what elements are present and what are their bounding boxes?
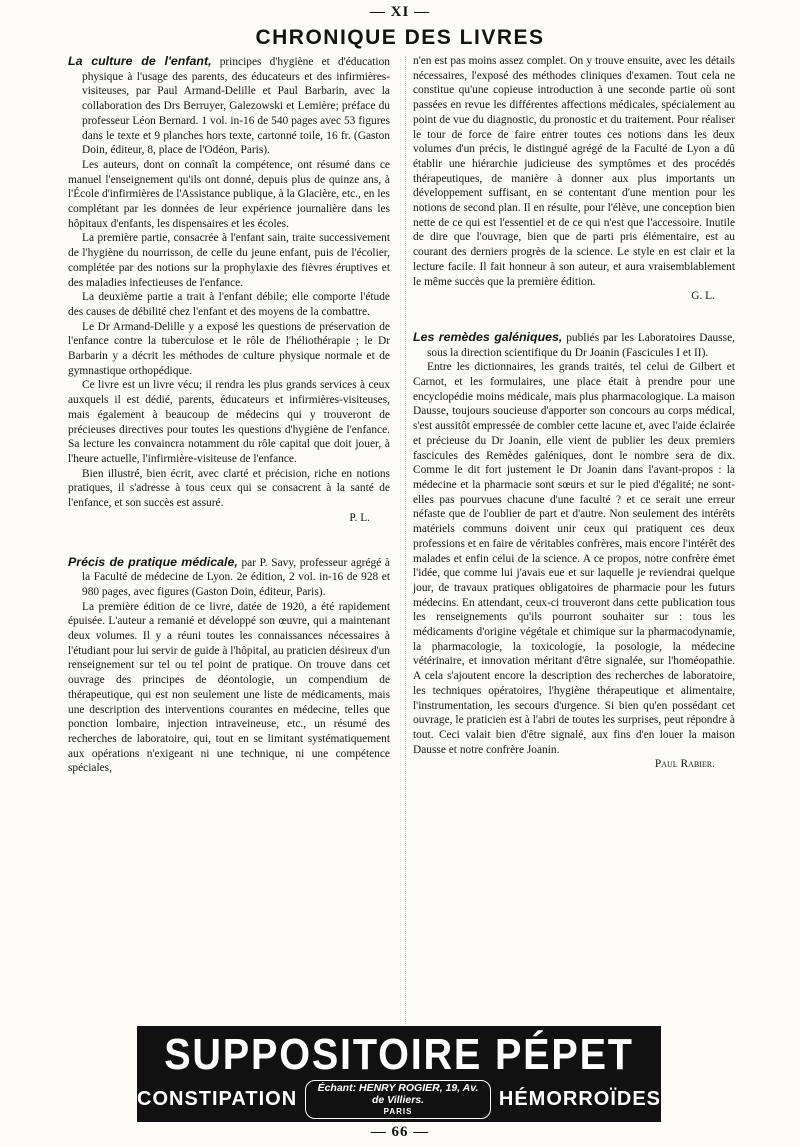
review-2-continuation: n'en est pas moins assez complet. On y trouve ensuite, avec les détails nécessaires, l'exposé des méthodes cliniques d'examen. Tout cela ne constitue qu'une copieuse introduction à une seconde partie où sont passées en revue les différentes affections médicales, spécialement au point de vue du diagnostic, du pronostic et du traitement. Pour réaliser le tour de force de faire entrer toutes ces notions dans les deux volumes d'un précis, le distingué agrégé de la Faculté de Lyon a dû établir une hiérarchie judicieuse des symptômes et des procédés thérapeutiques, de manière à donner aux plus importants un développement suffisant, en se contentant d'une mention pour les notions de second plan. Il en résulte, pour l'élève, une conception bien nette de ce qui est l'essentiel et de ce qui n'est que l'accessoire. Inutile de dire que l'ouvrage, bien que de parti pris élémentaire, est au courant des derniers progrès de la science. Le style en est clair et la lecture facile. Il fait honneur à son auteur, et aura vraisemblablement le même succès que la première édition. (413, 55, 735, 288)
review-2-details: par P. Savy, professeur agrégé à la Faculté de médecine de Lyon. 2e édition, 2 vol. in-16 de 928 et 980 pages, avec figures (Gaston Doin, éditeur, Paris). (82, 556, 390, 598)
review-3-signature: Paul Rabier. (654, 758, 715, 771)
review-1-paragraph: Le Dr Armand-Delille y a exposé les questions de préservation de l'enfance contre la tuberculose et le rôle de l'héliothérapie ; le Dr Barbarin y a décrit les méthodes de culture physique normale et de gymnastique orthopédique. (68, 320, 390, 377)
review-1-title: La culture de l'enfant, (68, 54, 212, 68)
review-3-heading (413, 330, 735, 360)
section-title: CHRONIQUE DES LIVRES (255, 26, 545, 49)
review-1-heading (68, 54, 390, 158)
advertisement-banner (137, 1026, 661, 1122)
review-3-title: Les remèdes galéniques, (413, 329, 563, 344)
roman-page-number: — XI — (369, 4, 431, 20)
left-column (68, 54, 390, 776)
review-1-paragraph: La deuxième partie a trait à l'enfant débile; elle comporte l'étude des causes de débilité chez l'enfant et des moyens de la combattre. (68, 291, 390, 318)
ad-sample-address: Échant: HENRY ROGIER, 19, Av. de Villiers. (317, 1082, 479, 1106)
column-divider (405, 56, 406, 1024)
review-2-paragraph: La première édition de ce livre, datée de 1920, a été rapidement épuisée. L'auteur a remanié et développé son œuvre, qui a maintenant deux volumes. Il y a réuni toutes les connaissances nécessaires à l'étudiant pour lui servir de guide à l'hôpital, au praticien désireux d'un renseignement sur tel ou tel point de pratique. On trouve dans cet ouvrage des principes de déontologie, un compendium de thérapeutique, qui est non seulement une liste de médicaments, mais une description des interventions courantes en médecine, telles que ponction lombaire, injection intraveineuse, etc., un résumé des recherches de laboratoire, qui, tout en se limitant systématiquement aux opérations n'exigeant ni une technique, ni une compétence spéciales, (68, 600, 390, 775)
ad-bottom-row (137, 1080, 661, 1119)
ad-brand-name: SUPPOSITOIRE PÉPET (164, 1030, 634, 1079)
page-number: — 66 — (370, 1124, 430, 1140)
ad-left-text: CONSTIPATION (137, 1088, 298, 1110)
review-3-paragraph: Entre les dictionnaires, les grands traités, tel celui de Gilbert et Carnot, et les formulaires, une place était à prendre pour une encyclopédie moins médicale, mais plus pharmacologique. La maison Dausse, toujours soucieuse d'apporter son concours au corps médical, s'est aussitôt empressée de combler cette lacune et, avec l'aide éclairée et précieuse du Dr Joanin, elle vient de publier les deux premiers fascicules des Remèdes galéniques, dont le nombre sera de dix. Comme le dit fort justement le Dr Joanin dans l'avant-propos : la médecine et la pharmacie sont sœurs et sur le pied d'égalité; ne sont-elles pas pourvues chacune d'une faculté ? et ce serait une erreur néfaste que de l'oublier de part et d'autre. Non seulement des intérêts matériels communs doivent unir ceux qui pratiquent ces deux professions et en faire de véritables confrères, mais encore l'intérêt des malades et enfin celui de la science. A ce propos, notre confrère émet l'idée, que comme lui j'avais eue et sur laquelle je reviendrai quelque jour, de travaux pratiques obligatoires de pharmacie pour les futurs médecins. En attendant, ceux-ci trouveront dans cette publication tous les renseignements qu'ils pourront souhaiter sur : tous les médicaments d'origine végétale et chimique sur la pharmacodynamie, la pharmacologie, la toxicologie, la posologie, la médecine vétérinaire, et innovation méritant d'être signalée, sur l'homéopathie. A cela s'ajoutent encore la description des recherches de laboratoire, les techniques opératoires, l'hygiène thérapeutique et alimentaire, l'instrumentation, les secours d'urgence. Si bien qu'en possédant cet ouvrage, le praticien est à l'abri de toutes les surprises, peut répondre à tout. Ceci valait bien d'être signalé, aux fins d'en louer la maison Dausse et notre confrère Joanin. (413, 361, 735, 756)
review-1-paragraph: Les auteurs, dont on connaît la compétence, ont résumé dans ce manuel l'enseignement qu'ils ont donné, depuis plus de quinze ans, à l'École d'infirmières de l'Assistance publique, à la Glacière, etc., en les complétant par les données de leur expérience journalière dans les hôpitaux d'enfants, les dispensaires et les écoles. (68, 158, 390, 230)
ad-right-text: HÉMORROÏDES (498, 1088, 661, 1110)
review-1-paragraph: Bien illustré, bien écrit, avec clarté et précision, riche en notions pratiques, il s'adresse à tous ceux qui se consacrent à la santé de l'enfance, et son succès est assuré. (68, 467, 390, 510)
review-3-details: publiés par les Laboratoires Dausse, sous la direction scientifique du Dr Joanin (Fascicules I et II). (427, 331, 735, 359)
review-2-signature: G. L. (691, 290, 715, 303)
ad-sample-city: PARIS (383, 1107, 413, 1116)
review-2-heading (68, 555, 390, 600)
review-2-title: Précis de pratique médicale, (68, 554, 238, 569)
review-1-details: principes d'hygiène et d'éducation physique à l'usage des parents, des éducateurs et des infirmières-visiteuses, par Paul Armand-Delille et Paul Barbarin, avec la collaboration des Drs Berruyer, Galezowski et Lemière; préface du professeur Léon Bernard. 1 vol. in-16 de 540 pages avec 53 figures dans le texte et 9 planches hors texte, cartonné toile, 16 fr. (Gaston Doin, éditeur, 8, place de l'Odéon, Paris). (82, 56, 390, 157)
review-1-signature: P. L. (349, 511, 370, 524)
right-column (413, 54, 735, 772)
review-1-paragraph: La première partie, consacrée à l'enfant sain, traite successivement de l'hygiène du nourrisson, de celle du jeune enfant, puis de l'écolier, complétée par des notions sur la prophylaxie des fièvres éruptives et des maladies infectieuses de l'enfance. (68, 232, 390, 289)
review-1-paragraph: Ce livre est un livre vécu; il rendra les plus grands services à ceux auxquels il est dédié, parents, éducateurs et infirmières-visiteuses, mais également à beaucoup de médecins qui y trouveront de précieuses directives pour toutes les questions d'hygiène de l'enfance. Sa lecture les convaincra notamment du rôle capital que doit jouer, à l'heure actuelle, l'infirmière-visiteuse de l'enfance. (68, 379, 390, 465)
ad-sample-box (305, 1080, 491, 1119)
